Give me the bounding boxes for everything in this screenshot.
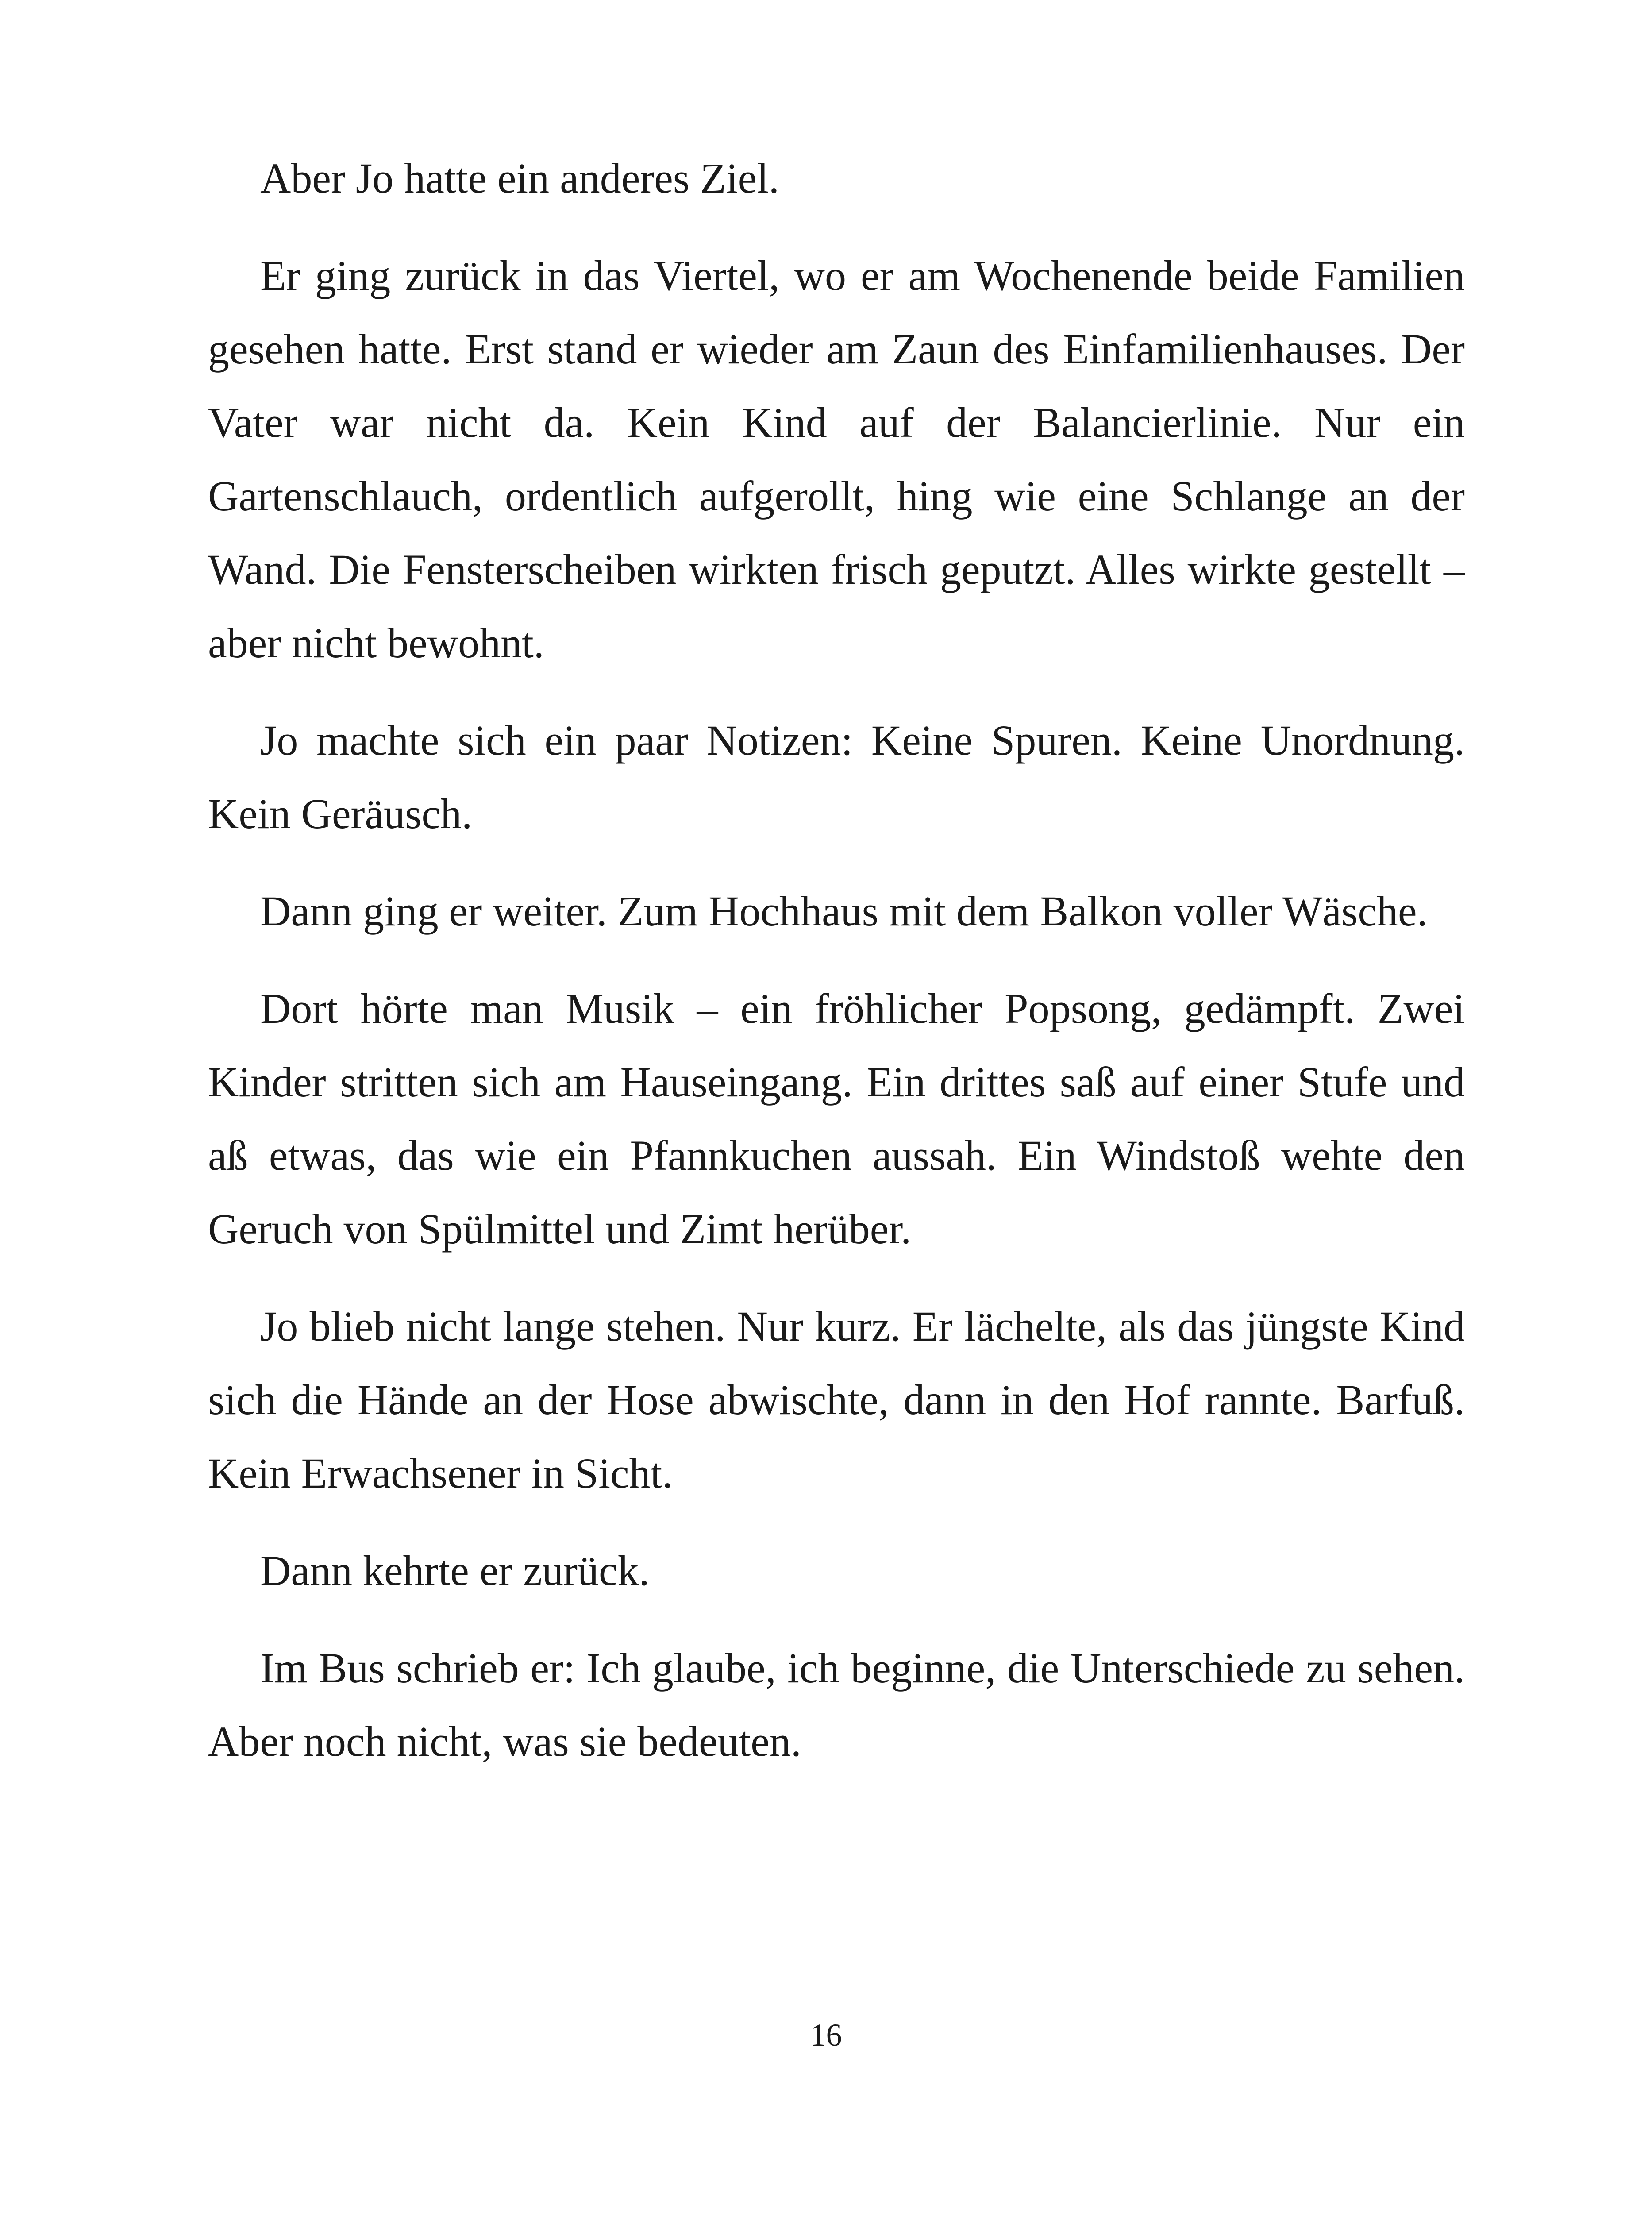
- paragraph: Er ging zurück in das Viertel, wo er am Wochenende beide Familien gesehen hatte. Erst stand er wieder am Zaun des Einfamilienhauses. Der Vater war nicht da. Kein Kind auf der Balancierlinie. Nur ein Gartenschlauch, ordentlich aufgerollt, hing wie eine Schlange an der Wand. Die Fensterscheiben wirkten frisch geputzt. Alles wirkte gestellt – aber nicht bewohnt.: [208, 252, 1465, 667]
- paragraph: Im Bus schrieb er: Ich glaube, ich beginne, die Unterschiede zu sehen. Aber noch nicht, was sie bedeuten.: [208, 1644, 1465, 1765]
- paragraph: Dann kehrte er zurück.: [260, 1547, 650, 1594]
- page-number: 16: [810, 2017, 842, 2053]
- paragraph: Aber Jo hatte ein anderes Ziel.: [260, 154, 779, 202]
- paragraph: Jo blieb nicht lange stehen. Nur kurz. Er lächelte, als das jüngste Kind sich die Hände an der Hose abwischte, dann in den Hof rannte. Barfuß. Kein Erwachsener in Sicht.: [208, 1303, 1465, 1497]
- paragraph: Dort hörte man Musik – ein fröhlicher Popsong, gedämpft. Zwei Kinder stritten sich am Hauseingang. Ein drittes saß auf einer Stufe und aß etwas, das wie ein Pfannkuchen aussah. Ein Windstoß wehte den Geruch von Spülmittel und Zimt herüber.: [208, 985, 1465, 1253]
- paragraph: Jo machte sich ein paar Notizen: Keine Spuren. Keine Unordnung. Kein Geräusch.: [208, 717, 1465, 837]
- body-text: [208, 142, 1465, 1802]
- paragraph: Dann ging er weiter. Zum Hochhaus mit dem Balkon voller Wäsche.: [260, 887, 1428, 935]
